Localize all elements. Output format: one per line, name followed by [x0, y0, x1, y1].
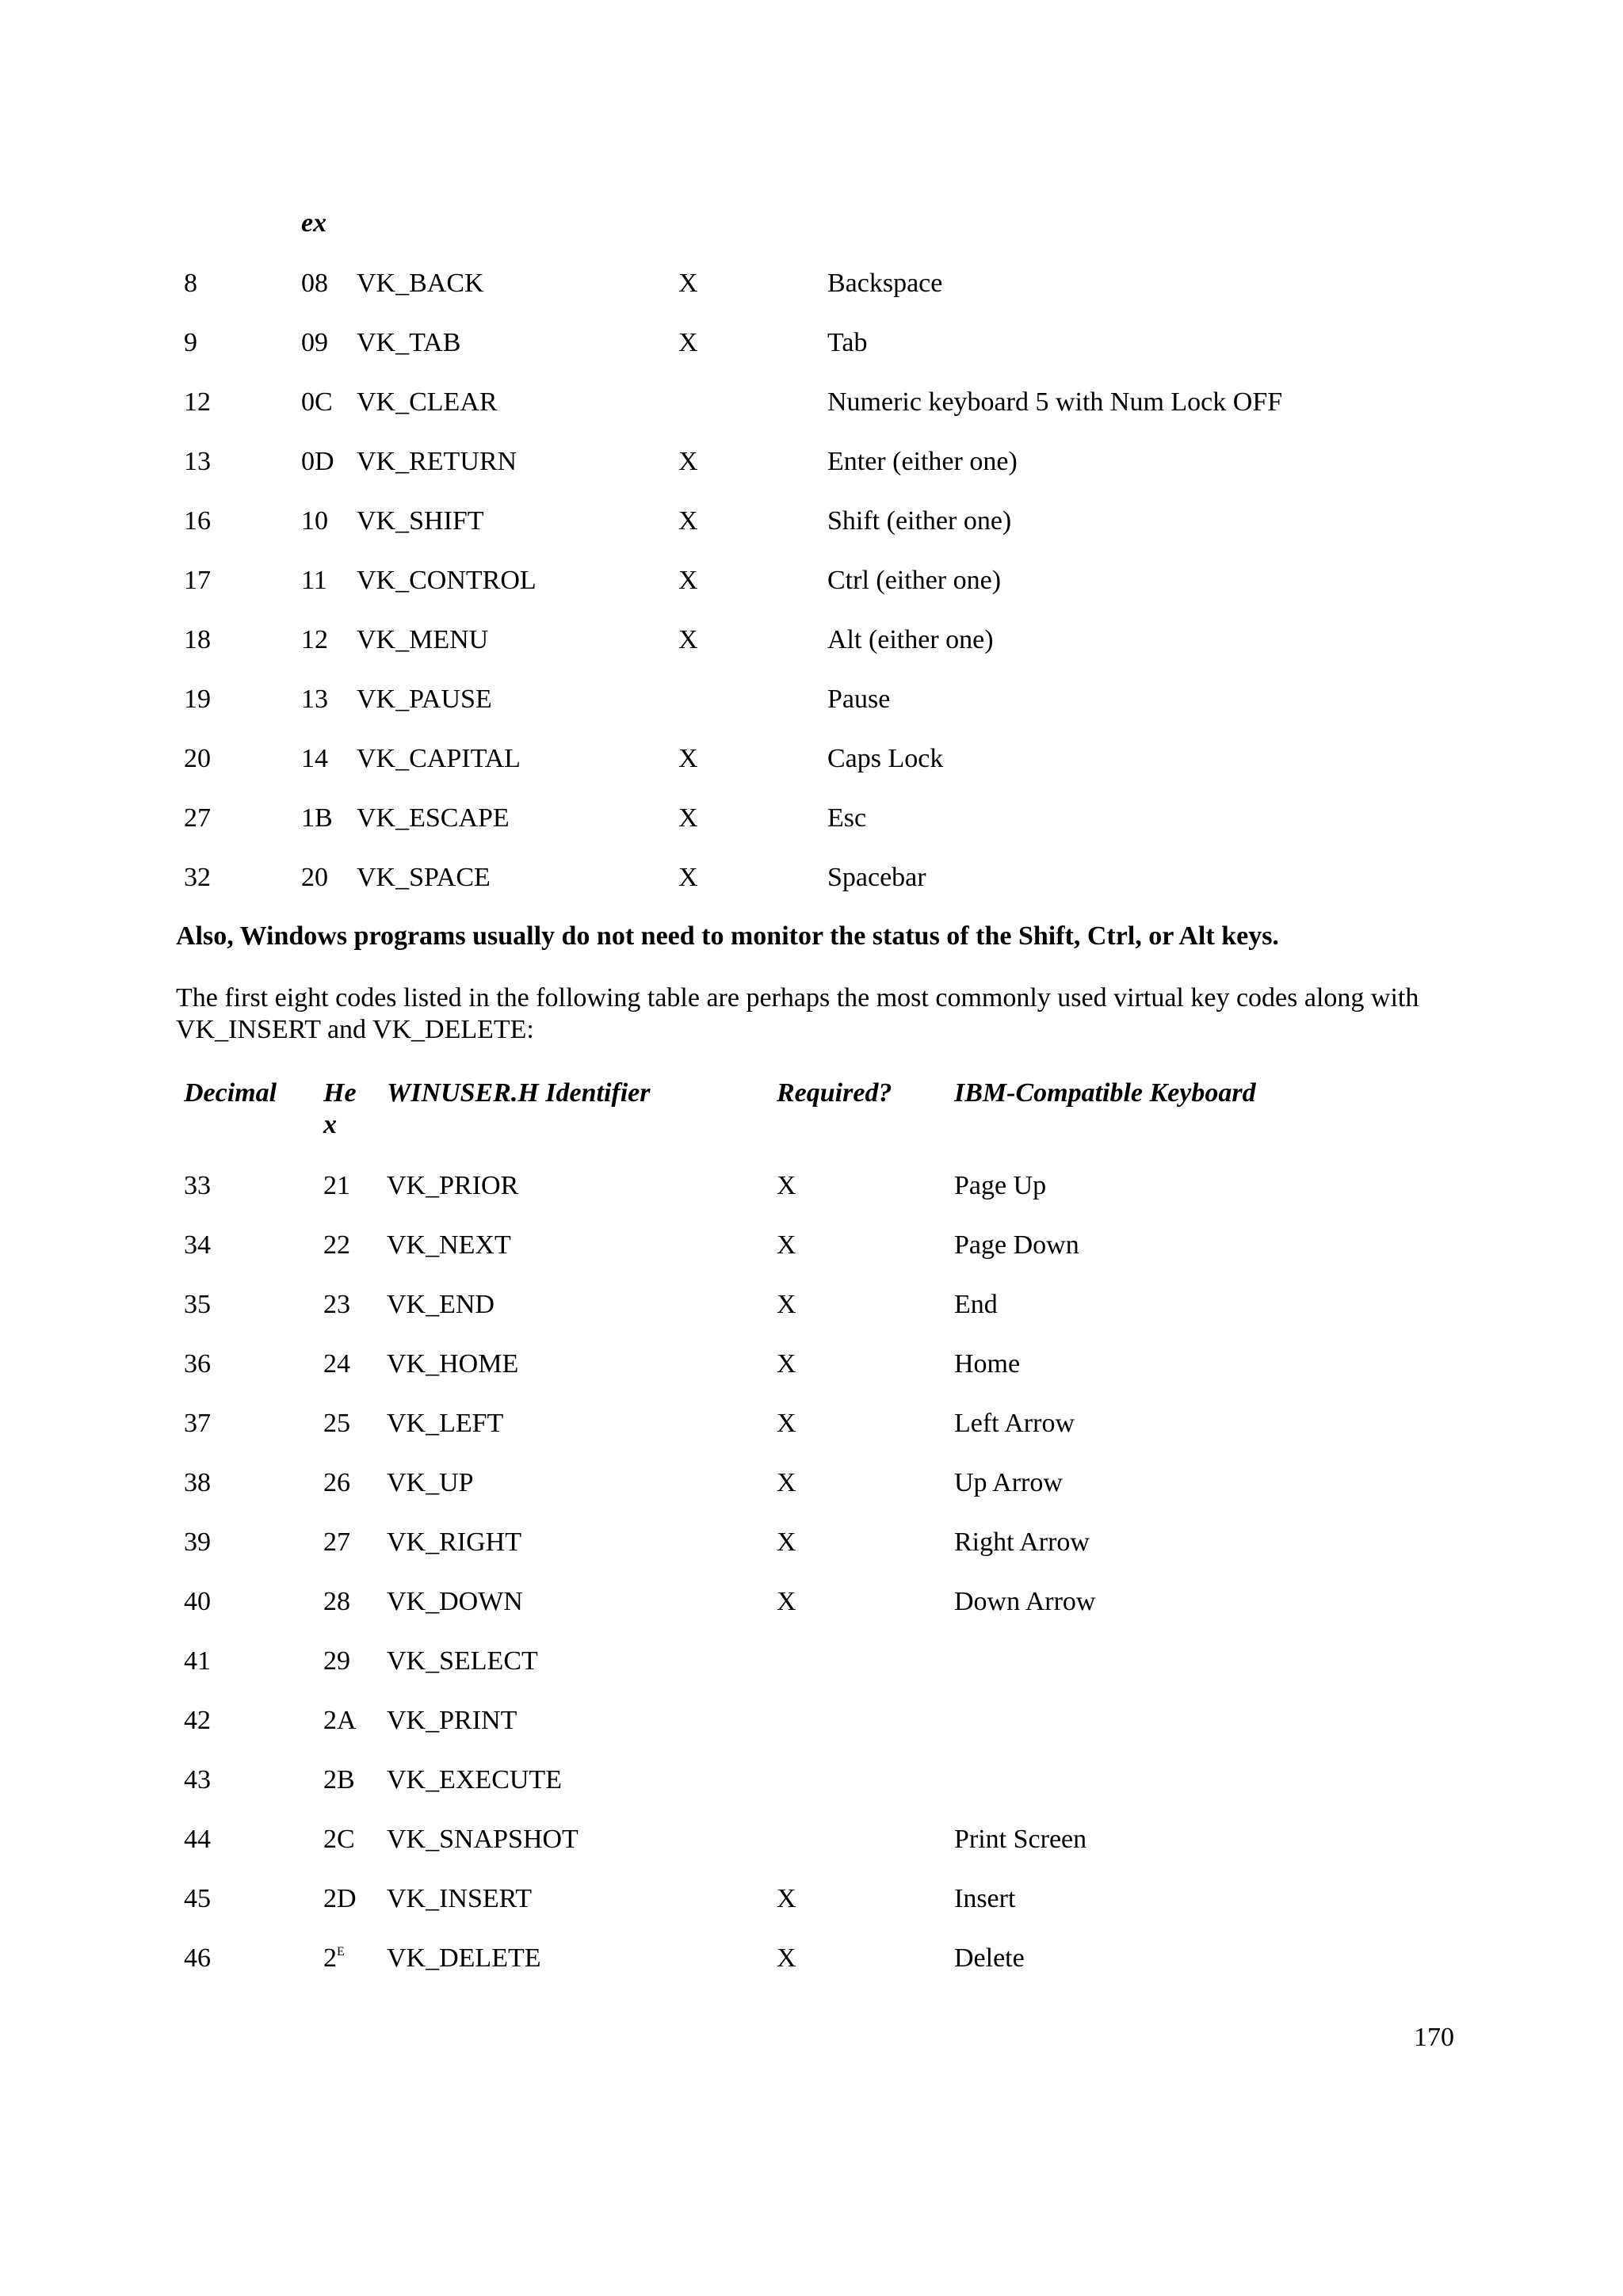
cell-hex	[301, 387, 333, 418]
cell-req-text: X	[678, 269, 698, 298]
cell-hex	[323, 1764, 355, 1796]
cell-req	[678, 446, 698, 478]
cell-req-text: X	[678, 506, 698, 536]
cell-dec-text: 43	[184, 1765, 211, 1794]
cell-id-text: VK_CONTROL	[357, 566, 537, 595]
cell-hex-text: 2B	[323, 1765, 355, 1794]
cell-key	[827, 803, 866, 834]
cell-hex	[301, 505, 328, 537]
cell-id-text: VK_END	[387, 1290, 495, 1319]
cell-key-text: Page Down	[954, 1230, 1079, 1260]
cell-dec	[184, 803, 211, 834]
cell-dec	[184, 1883, 211, 1915]
cell-key	[827, 862, 926, 894]
cell-dec	[184, 327, 197, 359]
cell-id	[387, 1586, 523, 1618]
cell-id-text: VK_DOWN	[387, 1587, 523, 1616]
cell-dec-text: 46	[184, 1943, 211, 1973]
cell-req	[678, 862, 698, 894]
cell-dec-text: 36	[184, 1349, 211, 1379]
cell-key	[827, 387, 1282, 418]
cell-key-text: Esc	[827, 803, 867, 833]
cell-hex	[301, 446, 334, 478]
cell-hex-text: 21	[323, 1171, 350, 1200]
cell-req	[678, 624, 698, 656]
cell-hex-text: 23	[323, 1290, 350, 1319]
cell-dec-text: 13	[184, 447, 211, 476]
cell-hex-text: 27	[323, 1527, 350, 1557]
cell-dec	[184, 1646, 211, 1677]
cell-dec-text: 12	[184, 387, 211, 417]
cell-req	[777, 1467, 796, 1499]
cell-key-text: Spacebar	[827, 863, 926, 892]
cell-id	[357, 684, 492, 715]
cell-req-text: X	[777, 1943, 796, 1973]
cell-key-text: Left Arrow	[954, 1409, 1075, 1438]
cell-key-text: Caps Lock	[827, 744, 944, 773]
cell-id	[387, 1943, 541, 1974]
cell-key	[827, 505, 1011, 537]
cell-dec-text: 40	[184, 1587, 211, 1616]
cell-dec-text: 9	[184, 328, 197, 357]
cell-id	[357, 268, 484, 299]
bold-note: Also, Windows programs usually do not need to monitor the status of the Shift, Ctrl, or Alt keys.	[176, 921, 1279, 951]
cell-hex-text: 14	[301, 744, 328, 773]
cell-req-text: X	[777, 1349, 796, 1379]
cell-req	[777, 1408, 796, 1440]
cell-dec	[184, 1170, 211, 1202]
cell-id-text: VK_RETURN	[357, 447, 517, 476]
cell-id	[387, 1764, 562, 1796]
cell-key	[827, 565, 1001, 597]
cell-req-text: X	[777, 1171, 796, 1200]
cell-hex-text: 2	[323, 1943, 337, 1973]
cell-req-text: X	[777, 1468, 796, 1497]
cell-id-text: VK_UP	[387, 1468, 474, 1497]
cell-dec-text: 44	[184, 1825, 211, 1854]
cell-key-text: Tab	[827, 328, 868, 357]
cell-hex	[323, 1943, 345, 1974]
cell-req	[777, 1348, 796, 1380]
cell-key	[827, 268, 942, 299]
cell-hex-text: 11	[301, 566, 327, 595]
cell-req-text: X	[777, 1884, 796, 1913]
cell-id	[357, 862, 491, 894]
cell-id-text: VK_EXECUTE	[387, 1765, 562, 1794]
cell-hex-text: 24	[323, 1349, 350, 1379]
cell-id-text: VK_DELETE	[387, 1943, 541, 1973]
cell-key-text: Ctrl (either one)	[827, 566, 1002, 595]
cell-key-text: Insert	[954, 1884, 1016, 1913]
cell-dec-text: 37	[184, 1409, 211, 1438]
cell-hex	[323, 1527, 350, 1558]
cell-dec-text: 20	[184, 744, 211, 773]
cell-key	[954, 1467, 1063, 1499]
header-decimal: Decimal	[184, 1078, 277, 1108]
cell-key-text: Page Up	[954, 1171, 1047, 1200]
cell-hex	[323, 1408, 350, 1440]
cell-hex-text: 08	[301, 269, 328, 298]
cell-dec	[184, 624, 211, 656]
cell-id	[357, 624, 488, 656]
cell-id-text: VK_BACK	[357, 269, 484, 298]
cell-hex-text: 12	[301, 625, 328, 654]
cell-dec-text: 34	[184, 1230, 211, 1260]
cell-id	[387, 1824, 579, 1855]
cell-hex-text: 0C	[301, 387, 333, 417]
cell-key-text: Home	[954, 1349, 1021, 1379]
cell-req	[777, 1230, 796, 1261]
cell-hex-text: 25	[323, 1409, 350, 1438]
cell-req	[777, 1943, 796, 1974]
cell-hex-text: 26	[323, 1468, 350, 1497]
cell-id-text: VK_PRINT	[387, 1706, 517, 1735]
cell-dec	[184, 862, 211, 894]
cell-id	[387, 1170, 518, 1202]
cell-hex-text: 10	[301, 506, 328, 536]
cell-req-text: X	[777, 1409, 796, 1438]
cell-dec-text: 33	[184, 1171, 211, 1200]
cell-hex	[301, 743, 328, 775]
cell-id-text: VK_TAB	[357, 328, 461, 357]
cell-id	[387, 1289, 495, 1321]
cell-hex	[323, 1170, 350, 1202]
cell-dec	[184, 1764, 211, 1796]
cell-id	[357, 387, 498, 418]
cell-hex-text: 13	[301, 685, 328, 714]
cell-key-text: End	[954, 1290, 998, 1319]
cell-key	[954, 1408, 1075, 1440]
cell-hex	[323, 1467, 350, 1499]
cell-dec	[184, 1943, 211, 1974]
cell-id	[357, 743, 521, 775]
cell-key	[827, 684, 890, 715]
cell-dec	[184, 268, 197, 299]
cell-dec-text: 19	[184, 685, 211, 714]
cell-key-text: Print Screen	[954, 1825, 1087, 1854]
cell-key-text: Shift (either one)	[827, 506, 1012, 536]
cell-dec	[184, 446, 211, 478]
cell-hex-text: 09	[301, 328, 328, 357]
cell-key-text: Down Arrow	[954, 1587, 1096, 1616]
cell-req-text: X	[678, 863, 698, 892]
header-identifier: WINUSER.H Identifier	[387, 1078, 651, 1108]
cell-key	[954, 1824, 1086, 1855]
cell-id	[387, 1883, 532, 1915]
cell-id	[357, 505, 484, 537]
cell-hex	[301, 565, 327, 597]
cell-hex-superscript: E	[337, 1945, 345, 1958]
cell-req-text: X	[777, 1587, 796, 1616]
cell-dec	[184, 1348, 211, 1380]
cell-req	[678, 505, 698, 537]
cell-id	[357, 327, 460, 359]
header-hex-line1: He	[323, 1078, 357, 1108]
cell-id	[387, 1467, 474, 1499]
cell-dec	[184, 1824, 211, 1855]
cell-hex	[323, 1824, 355, 1855]
cell-key	[827, 327, 868, 359]
intro-paragraph-line1: The first eight codes listed in the following table are perhaps the most commonly used virtual key codes along with	[176, 983, 1419, 1013]
cell-key	[954, 1348, 1020, 1380]
cell-dec-text: 35	[184, 1290, 211, 1319]
header-keyboard: IBM-Compatible Keyboard	[954, 1078, 1256, 1108]
cell-req	[777, 1586, 796, 1618]
cell-req-text: X	[777, 1230, 796, 1260]
cell-key	[954, 1883, 1015, 1915]
cell-key	[954, 1586, 1095, 1618]
table1-hex-header-fragment: ex	[301, 208, 327, 238]
cell-hex	[323, 1230, 350, 1261]
cell-req	[777, 1289, 796, 1321]
cell-id-text: VK_RIGHT	[387, 1527, 521, 1557]
cell-dec	[184, 1230, 211, 1261]
cell-key	[827, 743, 943, 775]
cell-dec-text: 41	[184, 1646, 211, 1676]
cell-dec-text: 16	[184, 506, 211, 536]
cell-dec	[184, 387, 211, 418]
cell-hex	[301, 624, 328, 656]
cell-hex	[323, 1289, 350, 1321]
cell-key	[954, 1527, 1090, 1558]
cell-id-text: VK_SPACE	[357, 863, 491, 892]
cell-key	[954, 1943, 1025, 1974]
cell-dec-text: 38	[184, 1468, 211, 1497]
cell-dec	[184, 1467, 211, 1499]
cell-id-text: VK_NEXT	[387, 1230, 511, 1260]
cell-hex	[301, 327, 328, 359]
cell-hex	[301, 862, 328, 894]
cell-dec	[184, 565, 211, 597]
cell-req-text: X	[678, 625, 698, 654]
cell-key-text: Backspace	[827, 269, 943, 298]
cell-dec	[184, 1289, 211, 1321]
cell-id	[357, 446, 517, 478]
cell-id-text: VK_INSERT	[387, 1884, 533, 1913]
cell-hex	[301, 803, 333, 834]
cell-id-text: VK_SHIFT	[357, 506, 484, 536]
cell-hex	[323, 1348, 350, 1380]
cell-dec	[184, 1586, 211, 1618]
cell-hex-text: 1B	[301, 803, 333, 833]
cell-dec-text: 27	[184, 803, 211, 833]
cell-req-text: X	[678, 744, 698, 773]
cell-req-text: X	[678, 803, 698, 833]
cell-hex	[323, 1883, 357, 1915]
cell-hex-text: 2D	[323, 1884, 357, 1913]
cell-id-text: VK_HOME	[387, 1349, 519, 1379]
cell-hex	[323, 1705, 357, 1737]
cell-hex-text: 22	[323, 1230, 350, 1260]
cell-id	[357, 803, 510, 834]
cell-key-text: Enter (either one)	[827, 447, 1018, 476]
cell-dec-text: 32	[184, 863, 211, 892]
cell-dec	[184, 1705, 211, 1737]
cell-key-text: Alt (either one)	[827, 625, 994, 654]
cell-req	[678, 803, 698, 834]
cell-id-text: VK_SNAPSHOT	[387, 1825, 579, 1854]
cell-key	[954, 1289, 998, 1321]
cell-key-text: Delete	[954, 1943, 1025, 1973]
cell-req	[777, 1170, 796, 1202]
cell-key-text: Right Arrow	[954, 1527, 1090, 1557]
header-required: Required?	[777, 1078, 892, 1108]
cell-key-text: Up Arrow	[954, 1468, 1063, 1497]
cell-hex	[323, 1586, 350, 1618]
cell-id-text: VK_PAUSE	[357, 685, 492, 714]
cell-dec-text: 17	[184, 566, 211, 595]
cell-dec-text: 8	[184, 269, 197, 298]
cell-id	[387, 1230, 511, 1261]
cell-id	[387, 1705, 517, 1737]
cell-hex-text: 20	[301, 863, 328, 892]
cell-id-text: VK_LEFT	[387, 1409, 504, 1438]
cell-req	[678, 565, 698, 597]
cell-req	[777, 1527, 796, 1558]
cell-dec-text: 18	[184, 625, 211, 654]
cell-id-text: VK_SELECT	[387, 1646, 538, 1676]
cell-id	[387, 1348, 518, 1380]
cell-req	[678, 268, 698, 299]
cell-id	[357, 565, 537, 597]
cell-hex-text: 29	[323, 1646, 350, 1676]
cell-dec	[184, 1408, 211, 1440]
cell-req-text: X	[678, 447, 698, 476]
cell-dec-text: 42	[184, 1706, 211, 1735]
cell-hex-text: 2C	[323, 1825, 355, 1854]
cell-key	[954, 1170, 1046, 1202]
cell-hex	[301, 268, 328, 299]
cell-key-text: Numeric keyboard 5 with Num Lock OFF	[827, 387, 1283, 417]
cell-req	[678, 327, 698, 359]
cell-id	[387, 1646, 538, 1677]
page-number: 170	[1414, 2023, 1454, 2052]
cell-hex-text: 2A	[323, 1706, 357, 1735]
cell-hex	[301, 684, 328, 715]
cell-req-text: X	[678, 566, 698, 595]
cell-key-text: Pause	[827, 685, 891, 714]
cell-id	[387, 1408, 503, 1440]
cell-req-text: X	[678, 328, 698, 357]
cell-id-text: VK_CAPITAL	[357, 744, 521, 773]
cell-dec	[184, 743, 211, 775]
cell-dec-text: 39	[184, 1527, 211, 1557]
cell-dec	[184, 684, 211, 715]
cell-id-text: VK_ESCAPE	[357, 803, 510, 833]
cell-hex	[323, 1646, 350, 1677]
cell-key	[954, 1230, 1079, 1261]
cell-req-text: X	[777, 1290, 796, 1319]
cell-dec-text: 45	[184, 1884, 211, 1913]
intro-paragraph-line2: VK_INSERT and VK_DELETE:	[176, 1015, 534, 1044]
cell-hex-text: 28	[323, 1587, 350, 1616]
cell-id-text: VK_CLEAR	[357, 387, 498, 417]
cell-id-text: VK_PRIOR	[387, 1171, 519, 1200]
cell-dec	[184, 1527, 211, 1558]
cell-req	[678, 743, 698, 775]
header-hex-line2: x	[323, 1110, 337, 1139]
cell-id	[387, 1527, 521, 1558]
cell-req-text: X	[777, 1527, 796, 1557]
cell-hex-text: 0D	[301, 447, 334, 476]
cell-key	[827, 624, 994, 656]
cell-id-text: VK_MENU	[357, 625, 489, 654]
cell-dec	[184, 505, 211, 537]
cell-req	[777, 1883, 796, 1915]
cell-key	[827, 446, 1018, 478]
